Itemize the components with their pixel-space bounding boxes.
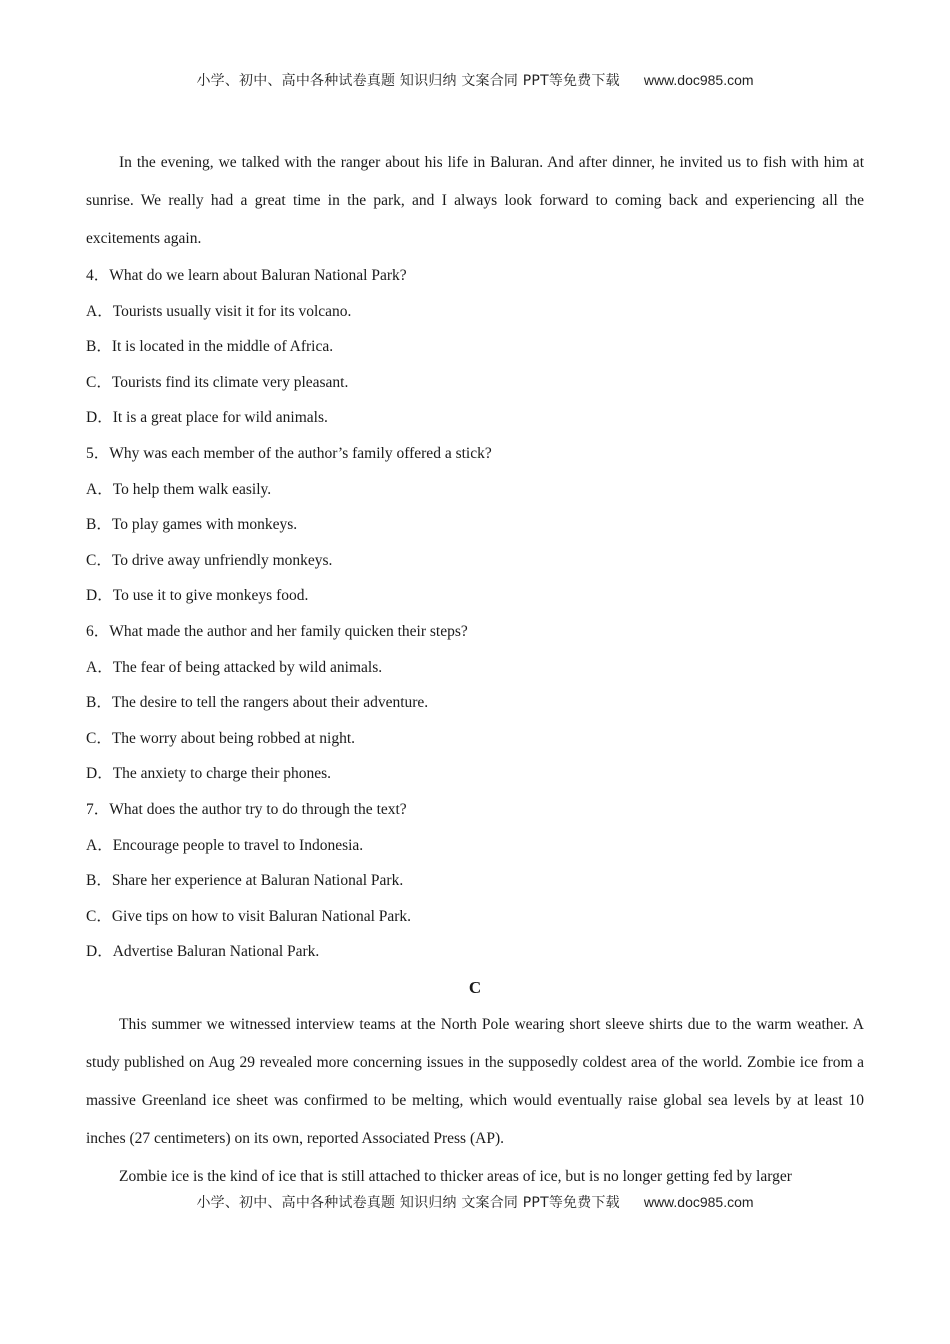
option-a: A．The fear of being attacked by wild animals. — [86, 658, 383, 676]
page-footer — [0, 1192, 950, 1212]
header-text: 小学、初中、高中各种试卷真题 知识归纳 文案合同 PPT等免费下载 — [196, 73, 620, 89]
question-6 — [86, 614, 864, 792]
option-c: C．Tourists find its climate very pleasant. — [86, 373, 349, 391]
option-b: B．It is located in the middle of Africa. — [86, 338, 334, 356]
question-5 — [86, 436, 864, 614]
section-c-heading: C — [468, 977, 482, 997]
option-a: A．Tourists usually visit it for its volcano. — [86, 302, 352, 320]
intro-paragraph: In the evening, we talked with the ranger about his life in Baluran. And after dinner, he invited us to fish with him at sunrise. We really had a great time in the park, and I always look forward to coming back and experiencing all the excitements again. — [86, 154, 864, 247]
question-stem: 5．Why was each member of the author’s family offered a stick? — [86, 444, 492, 462]
option-d: D．The anxiety to charge their phones. — [86, 765, 332, 783]
question-4 — [86, 258, 864, 436]
option-a: A．To help them walk easily. — [86, 480, 272, 498]
question-stem: 6．What made the author and her family quicken their steps? — [86, 622, 468, 640]
document-body — [86, 144, 864, 1196]
option-b: B．Share her experience at Baluran National Park. — [86, 872, 404, 890]
option-c: C．Give tips on how to visit Baluran National Park. — [86, 907, 412, 925]
footer-url: www.doc985.com — [643, 1194, 754, 1210]
section-c-paragraph-1: This summer we witnessed interview teams at the North Pole wearing short sleeve shirts due to the warm weather. A study published on Aug 29 revealed more concerning issues in the supposedly coldest area of the world. Zombie ice from a massive Greenland ice sheet was confirmed to be melting, which would eventually raise global sea levels by at least 10 inches (27 centimeters) on its own, reported Associated Press (AP). — [86, 1015, 864, 1147]
question-7 — [86, 792, 864, 970]
option-c: C．To drive away unfriendly monkeys. — [86, 551, 333, 569]
option-a: A．Encourage people to travel to Indonesia. — [86, 836, 364, 854]
option-b: B．The desire to tell the rangers about their adventure. — [86, 694, 429, 712]
question-stem: 4．What do we learn about Baluran National Park? — [86, 267, 407, 284]
header-url: www.doc985.com — [643, 72, 754, 88]
page-header — [0, 70, 950, 90]
section-c-paragraph-2: Zombie ice is the kind of ice that is still attached to thicker areas of ice, but is no longer getting fed by larger — [119, 1167, 792, 1185]
option-c: C．The worry about being robbed at night. — [86, 729, 356, 747]
question-stem: 7．What does the author try to do through the text? — [86, 800, 407, 818]
option-b: B．To play games with monkeys. — [86, 516, 298, 534]
option-d: D．To use it to give monkeys food. — [86, 587, 309, 605]
option-d: D．It is a great place for wild animals. — [86, 409, 328, 427]
option-d: D．Advertise Baluran National Park. — [86, 943, 320, 961]
footer-text: 小学、初中、高中各种试卷真题 知识归纳 文案合同 PPT等免费下载 — [196, 1195, 620, 1211]
